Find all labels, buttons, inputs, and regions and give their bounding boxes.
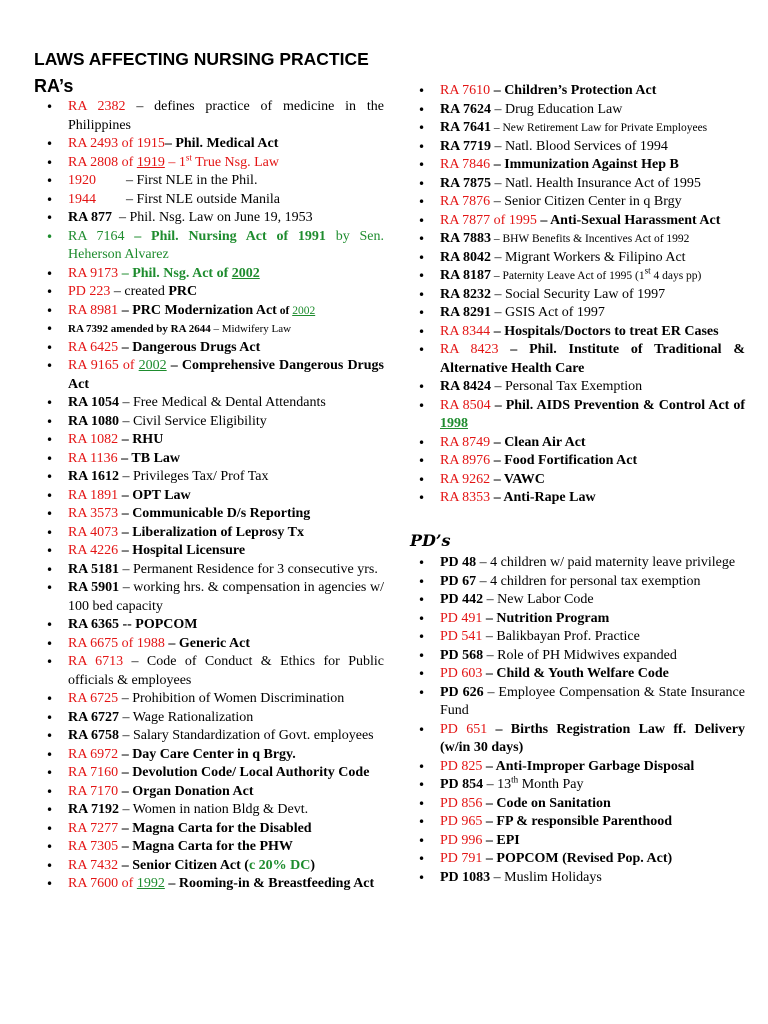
list-item: • RA 7876 – Senior Citizen Center in q Brgy [418,193,745,212]
list-item: • RA 4073 – Liberalization of Leprosy Tx [46,524,384,543]
list-item: • 1920 – First NLE in the Phil. [46,172,384,191]
list-item: • RA 7624 – Drug Education Law [418,101,745,120]
ra-list-left [46,98,384,894]
list-item: • RA 2493 of 1915– Phil. Medical Act [46,135,384,154]
list-item: • RA 8291 – GSIS Act of 1997 [418,304,745,323]
list-item: • RA 8423 – Phil. Institute of Traditional & Alternative Health Care [418,341,745,378]
list-item: • RA 7277 – Magna Carta for the Disabled [46,820,384,839]
list-item: • PD 965 – FP & responsible Parenthood [418,813,745,832]
list-item: • PD 996 – EPI [418,832,745,851]
list-item: • RA 8976 – Food Fortification Act [418,452,745,471]
list-item: • RA 6365 -- POPCOM [46,616,384,635]
list-item: • RA 6713 – Code of Conduct & Ethics for Public officials & employees [46,653,384,690]
list-item: • RA 1080 – Civil Service Eligibility [46,413,384,432]
list-item: • RA 8187 – Paternity Leave Act of 1995 (1st 4 days pp) [418,267,745,286]
list-item: • RA 8232 – Social Security Law of 1997 [418,286,745,305]
list-item: • RA 6725 – Prohibition of Women Discrimination [46,690,384,709]
list-item: • RA 6758 – Salary Standardization of Govt. employees [46,727,384,746]
list-item: • RA 7432 – Senior Citizen Act (c 20% DC) [46,857,384,876]
list-item: • RA 7305 – Magna Carta for the PHW [46,838,384,857]
list-item: • PD 442 – New Labor Code [418,591,745,610]
ras-heading: RA’s [34,76,74,96]
list-item: • PD 825 – Anti-Improper Garbage Disposal [418,758,745,777]
list-item: • 1944 – First NLE outside Manila [46,191,384,210]
list-item: • PD 856 – Code on Sanitation [418,795,745,814]
list-item: • RA 8424 – Personal Tax Exemption [418,378,745,397]
list-item: • RA 5901 – working hrs. & compensation in agencies w/ 100 bed capacity [46,579,384,616]
list-item: • PD 626 – Employee Compensation & State Insurance Fund [418,684,745,721]
list-item: • RA 6727 – Wage Rationalization [46,709,384,728]
list-item: • RA 8042 – Migrant Workers & Filipino Act [418,249,745,268]
list-item: • RA 9173 – Phil. Nsg. Act of 2002 [46,265,384,284]
list-item: • RA 7846 – Immunization Against Hep B [418,156,745,175]
ra-list-right [418,82,745,508]
list-item: • RA 6972 – Day Care Center in q Brgy. [46,746,384,765]
list-item: • RA 2808 of 1919 – 1st True Nsg. Law [46,154,384,173]
list-item: • RA 7883 – BHW Benefits & Incentives Act of 1992 [418,230,745,249]
list-item: • RA 9262 – VAWC [418,471,745,490]
list-item: • PD 48 – 4 children w/ paid maternity leave privilege [418,554,745,573]
page-title: LAWS AFFECTING NURSING PRACTICE [34,49,369,69]
list-item: • RA 8353 – Anti-Rape Law [418,489,745,508]
list-item: • RA 7160 – Devolution Code/ Local Authority Code [46,764,384,783]
list-item: • PD 1083 – Muslim Holidays [418,869,745,888]
list-item: • PD 491 – Nutrition Program [418,610,745,629]
list-item: • RA 7170 – Organ Donation Act [46,783,384,802]
list-item: • RA 1891 – OPT Law [46,487,384,506]
list-item: • RA 6425 – Dangerous Drugs Act [46,339,384,358]
list-item: • RA 7875 – Natl. Health Insurance Act of 1995 [418,175,745,194]
list-item: • PD 854 – 13th Month Pay [418,776,745,795]
list-item: • RA 4226 – Hospital Licensure [46,542,384,561]
list-item: • RA 1612 – Privileges Tax/ Prof Tax [46,468,384,487]
list-item: • RA 7877 of 1995 – Anti-Sexual Harassment Act [418,212,745,231]
list-item: • RA 1136 – TB Law [46,450,384,469]
list-item: • RA 9165 of 2002 – Comprehensive Dangerous Drugs Act [46,357,384,394]
list-item: • RA 8344 – Hospitals/Doctors to treat ER Cases [418,323,745,342]
list-item: • PD 223 – created PRC [46,283,384,302]
list-item: • RA 877 – Phil. Nsg. Law on June 19, 1953 [46,209,384,228]
list-item: • RA 7719 – Natl. Blood Services of 1994 [418,138,745,157]
list-item: • RA 3573 – Communicable D/s Reporting [46,505,384,524]
list-item: • PD 603 – Child & Youth Welfare Code [418,665,745,684]
list-item: • RA 5181 – Permanent Residence for 3 consecutive yrs. [46,561,384,580]
list-item: • PD 651 – Births Registration Law ff. Delivery (w/in 30 days) [418,721,745,758]
list-item: • PD 541 – Balikbayan Prof. Practice [418,628,745,647]
list-item: • RA 7641 – New Retirement Law for Private Employees [418,119,745,138]
list-item: • RA 2382 – defines practice of medicine in the Philippines [46,98,384,135]
list-item: • RA 7600 of 1992 – Rooming-in & Breastfeeding Act [46,875,384,894]
list-item: • RA 8504 – Phil. AIDS Prevention & Control Act of 1998 [418,397,745,434]
list-item: • RA 7392 amended by RA 2644 – Midwifery Law [46,320,384,339]
list-item: • RA 7192 – Women in nation Bldg & Devt. [46,801,384,820]
list-item: • RA 6675 of 1988 – Generic Act [46,635,384,654]
pd-list [418,554,745,887]
list-item: • RA 7610 – Children’s Protection Act [418,82,745,101]
list-item: • RA 8981 – PRC Modernization Act of 2002 [46,302,384,321]
list-item: • RA 8749 – Clean Air Act [418,434,745,453]
pds-heading: PD’s [410,531,451,550]
list-item: • PD 67 – 4 children for personal tax exemption [418,573,745,592]
list-item: • RA 1054 – Free Medical & Dental Attendants [46,394,384,413]
list-item: • RA 1082 – RHU [46,431,384,450]
list-item: • RA 7164 – Phil. Nursing Act of 1991 by Sen. Heherson Alvarez [46,228,384,265]
list-item: • PD 568 – Role of PH Midwives expanded [418,647,745,666]
list-item: • PD 791 – POPCOM (Revised Pop. Act) [418,850,745,869]
